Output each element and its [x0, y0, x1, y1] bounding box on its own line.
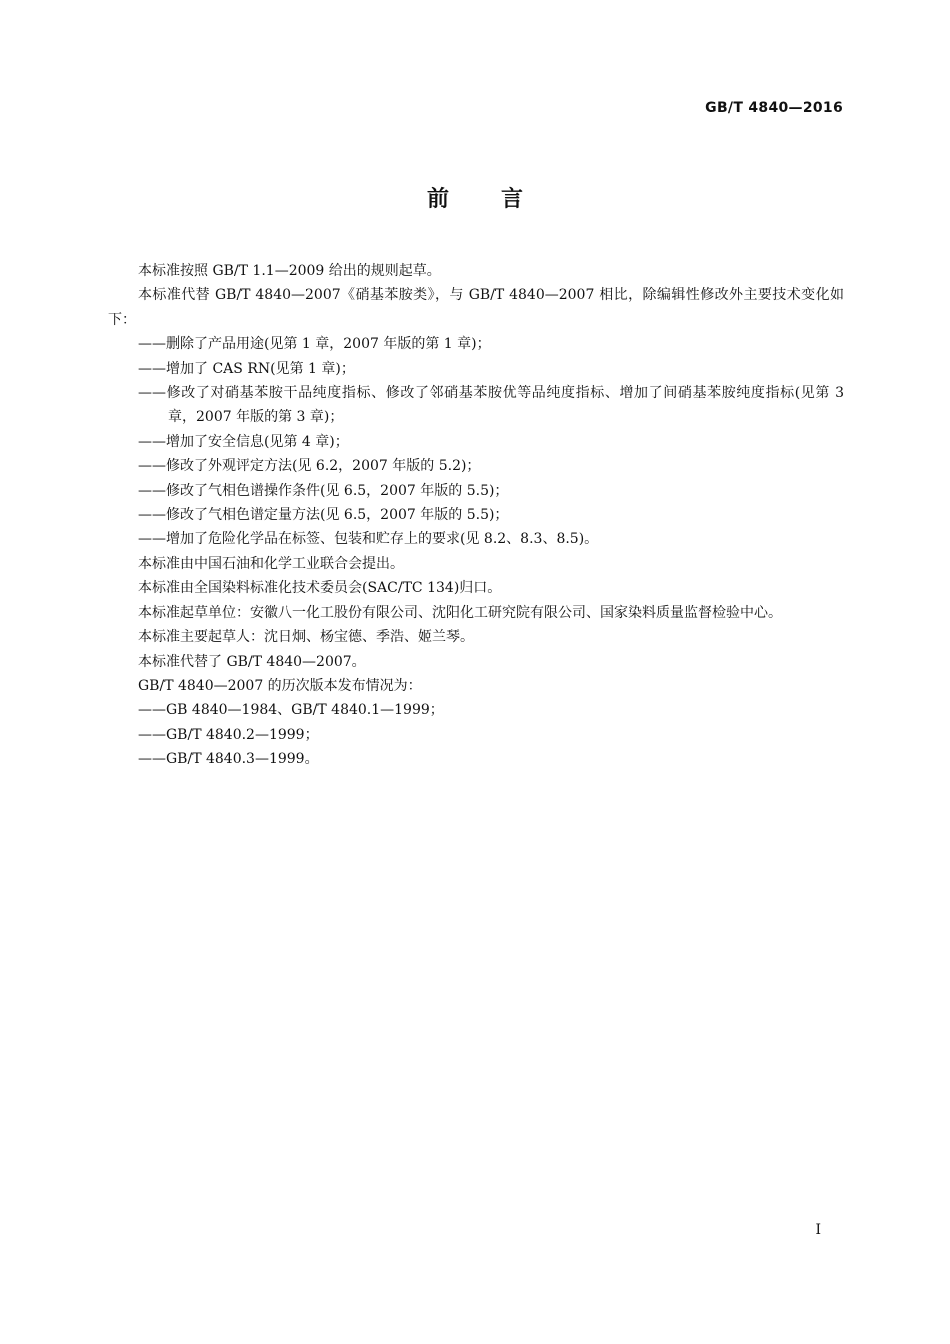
list-item: ——修改了气相色谱操作条件(见 6.5，2007 年版的 5.5)；: [138, 482, 509, 499]
standard-code: GB/T 4840—2016: [705, 100, 843, 116]
list-item: ——增加了危险化学品在标签、包装和贮存上的要求(见 8.2、8.3、8.5)。: [138, 531, 599, 548]
list-item: ——GB/T 4840.3—1999。: [138, 751, 319, 768]
list-item: ——GB 4840—1984、GB/T 4840.1—1999；: [138, 702, 444, 719]
document-body: [108, 259, 844, 772]
paragraph: 本标准代替了 GB/T 4840—2007。: [138, 653, 366, 670]
list-item: ——修改了外观评定方法(见 6.2，2007 年版的 5.2)；: [138, 458, 481, 475]
page-title: 前言: [426, 187, 575, 212]
list-item: ——删除了产品用途(见第 1 章，2007 年版的第 1 章)；: [138, 336, 491, 353]
paragraph: 本标准按照 GB/T 1.1—2009 给出的规则起草。: [138, 263, 441, 279]
paragraph: 本标准代替 GB/T 4840—2007《硝基苯胺类》，与 GB/T 4840—2007 相比，除编辑性修改外主要技术变化如下：: [108, 287, 844, 328]
list-item: ——GB/T 4840.2—1999；: [138, 726, 319, 743]
paragraph: 本标准由中国石油和化学工业联合会提出。: [138, 555, 404, 572]
paragraph: 本标准由全国染料标准化技术委员会(SAC/TC 134)归口。: [138, 580, 502, 597]
paragraph: 本标准主要起草人：沈日炯、杨宝德、季浩、姬兰琴。: [138, 629, 474, 646]
list-item: ——增加了 CAS RN(见第 1 章)；: [138, 360, 355, 377]
list-item: ——增加了安全信息(见第 4 章)；: [138, 433, 349, 450]
page-number: I: [815, 1222, 821, 1238]
list-item: ——修改了气相色谱定量方法(见 6.5，2007 年版的 5.5)；: [138, 507, 509, 524]
paragraph: GB/T 4840—2007 的历次版本发布情况为：: [138, 677, 422, 694]
list-item: ——修改了对硝基苯胺干品纯度指标、修改了邻硝基苯胺优等品纯度指标、增加了间硝基苯胺纯度指标(见第 3 章，2007 年版的第 3 章)；: [138, 385, 844, 426]
paragraph: 本标准起草单位：安徽八一化工股份有限公司、沈阳化工研究院有限公司、国家染料质量监督检验中心。: [138, 604, 782, 621]
